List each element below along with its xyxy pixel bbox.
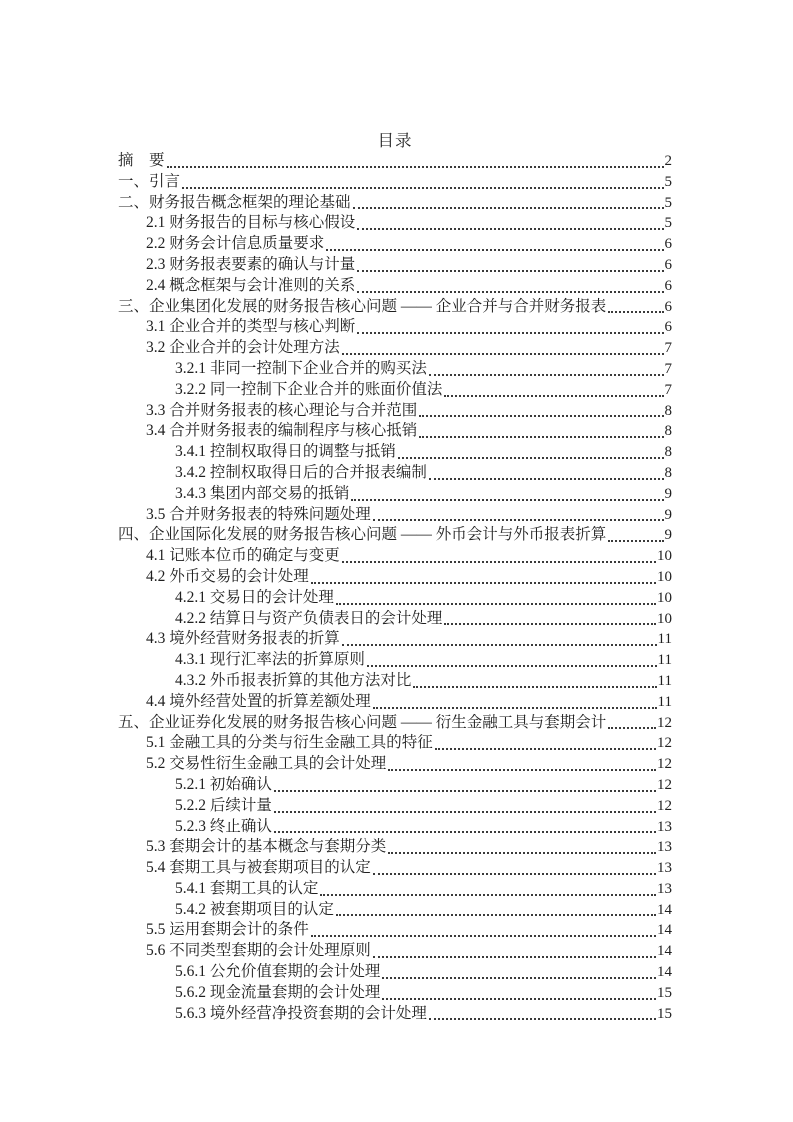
toc-entry-page-number: 10 <box>657 589 672 606</box>
toc-entry[interactable] <box>118 401 672 422</box>
toc-entry-label: 摘 要 <box>118 152 165 169</box>
toc-entry-page-number: 8 <box>664 464 672 481</box>
toc-entry-label: 5.3 套期会计的基本概念与套期分类 <box>146 838 387 856</box>
toc-entry[interactable] <box>118 255 672 276</box>
toc-entry-page-number: 13 <box>657 839 672 856</box>
toc-entry-page-number: 14 <box>657 943 672 960</box>
toc-entry[interactable] <box>118 525 672 546</box>
toc-entry-label: 5.4.1 套期工具的认定 <box>175 879 319 897</box>
toc-entry[interactable] <box>118 151 672 172</box>
toc-entry-label: 3.4.3 集团内部交易的抵销 <box>175 484 350 502</box>
toc-dot-leader <box>311 935 656 937</box>
toc-dot-leader <box>342 353 664 355</box>
toc-entry-page-number: 6 <box>664 298 672 315</box>
toc-entry-page-number: 10 <box>657 568 672 585</box>
toc-dot-leader <box>326 249 663 251</box>
toc-entry-page-number: 13 <box>657 880 672 897</box>
toc-entry-page-number: 7 <box>664 340 672 357</box>
toc-entry[interactable] <box>118 775 672 796</box>
toc-entry-page-number: 14 <box>657 964 672 981</box>
toc-entry[interactable] <box>118 172 672 193</box>
toc-entry-page-number: 9 <box>664 485 672 502</box>
toc-entry-page-number: 8 <box>664 444 672 461</box>
toc-entry[interactable] <box>118 629 672 650</box>
toc-entry-label: 5.2.3 终止确认 <box>175 817 272 835</box>
toc-dot-leader <box>429 478 664 480</box>
toc-dot-leader <box>357 270 663 272</box>
toc-dot-leader <box>435 748 656 750</box>
toc-entry-label: 4.4 境外经营处置的折算差额处理 <box>146 692 371 710</box>
toc-entry-label: 5.4 套期工具与被套期项目的认定 <box>146 859 371 877</box>
toc-entry[interactable] <box>118 920 672 941</box>
toc-entry-label: 5.4.2 被套期项目的认定 <box>175 900 334 918</box>
toc-entry-page-number: 6 <box>664 236 672 253</box>
toc-entry[interactable] <box>118 380 672 401</box>
toc-entry[interactable] <box>118 338 672 359</box>
toc-entry-page-number: 5 <box>664 173 672 190</box>
toc-entry-page-number: 14 <box>657 901 672 918</box>
toc-entry[interactable] <box>118 588 672 609</box>
toc-dot-leader <box>342 644 657 646</box>
toc-entry-label: 4.2.1 交易日的会计处理 <box>175 588 334 606</box>
toc-dot-leader <box>274 831 656 833</box>
toc-entry-label: 3.2.2 同一控制下企业合并的账面价值法 <box>175 380 443 398</box>
toc-entry[interactable] <box>118 713 672 734</box>
toc-entry-page-number: 5 <box>664 194 672 211</box>
toc-dot-leader <box>608 540 663 542</box>
toc-entry-page-number: 2 <box>664 153 672 169</box>
toc-dot-leader <box>382 998 656 1000</box>
toc-entry-page-number: 15 <box>657 1005 672 1022</box>
toc-list <box>118 151 672 1024</box>
toc-entry-label: 3.3 合并财务报表的核心理论与合并范围 <box>146 401 418 419</box>
toc-dot-leader <box>311 582 656 584</box>
toc-entry-page-number: 12 <box>657 714 672 731</box>
toc-entry[interactable] <box>118 983 672 1004</box>
toc-dot-leader <box>413 686 656 688</box>
toc-entry[interactable] <box>118 463 672 484</box>
toc-entry[interactable] <box>118 900 672 921</box>
toc-entry-page-number: 15 <box>657 984 672 1001</box>
toc-entry-page-number: 12 <box>657 776 672 793</box>
toc-entry-label: 3.4 合并财务报表的编制程序与核心抵销 <box>146 422 418 440</box>
toc-entry-page-number: 7 <box>664 360 672 377</box>
toc-entry-label: 3.1 企业合并的类型与核心判断 <box>146 318 356 336</box>
toc-entry[interactable] <box>118 837 672 858</box>
toc-dot-leader <box>388 769 656 771</box>
toc-dot-leader <box>167 166 664 168</box>
toc-entry[interactable] <box>118 567 672 588</box>
toc-entry-label: 四、企业国际化发展的财务报告核心问题 —— 外币会计与外币报表折算 <box>118 526 607 544</box>
toc-entry[interactable] <box>118 359 672 380</box>
toc-dot-leader <box>444 623 656 625</box>
toc-entry-page-number: 14 <box>657 922 672 939</box>
toc-entry-label: 五、企业证券化发展的财务报告核心问题 —— 衍生金融工具与套期会计 <box>118 713 607 731</box>
toc-entry-page-number: 7 <box>664 381 672 398</box>
toc-entry[interactable] <box>118 297 672 318</box>
toc-dot-leader <box>429 1018 656 1020</box>
toc-entry-page-number: 8 <box>664 402 672 419</box>
toc-entry-page-number: 12 <box>657 735 672 752</box>
toc-entry-label: 5.6.2 现金流量套期的会计处理 <box>175 983 381 1001</box>
toc-dot-leader <box>429 374 664 376</box>
toc-entry-label: 4.3 境外经营财务报表的折算 <box>146 630 340 648</box>
toc-entry[interactable] <box>118 962 672 983</box>
toc-entry-page-number: 9 <box>664 506 672 523</box>
toc-entry-label: 一、引言 <box>118 172 181 190</box>
toc-entry-page-number: 8 <box>664 423 672 440</box>
toc-dot-leader <box>351 499 663 501</box>
toc-entry[interactable] <box>118 442 672 463</box>
toc-entry-page-number: 5 <box>664 215 672 232</box>
toc-entry-page-number: 11 <box>657 672 672 689</box>
toc-entry[interactable] <box>118 817 672 838</box>
toc-entry-label: 2.2 财务会计信息质量要求 <box>146 235 325 253</box>
toc-entry-page-number: 11 <box>657 693 672 710</box>
toc-entry-label: 5.2.2 后续计量 <box>175 796 272 814</box>
toc-entry-label: 3.2 企业合并的会计处理方法 <box>146 339 340 357</box>
toc-entry-label: 4.1 记账本位币的确定与变更 <box>146 547 340 565</box>
toc-dot-leader <box>357 291 663 293</box>
toc-entry-label: 4.2 外币交易的会计处理 <box>146 567 309 585</box>
toc-entry[interactable] <box>118 858 672 879</box>
toc-dot-leader <box>382 977 656 979</box>
toc-entry-label: 5.1 金融工具的分类与衍生金融工具的特征 <box>146 734 433 752</box>
toc-dot-leader <box>373 519 664 521</box>
toc-dot-leader <box>398 457 664 459</box>
toc-entry-page-number: 6 <box>664 277 672 294</box>
toc-entry[interactable] <box>118 317 672 338</box>
toc-dot-leader <box>419 415 663 417</box>
toc-dot-leader <box>353 207 664 209</box>
toc-dot-leader <box>274 790 656 792</box>
toc-entry[interactable] <box>118 505 672 526</box>
toc-entry-page-number: 12 <box>657 756 672 773</box>
toc-dot-leader <box>608 311 663 313</box>
toc-entry-label: 二、财务报告概念框架的理论基础 <box>118 193 351 211</box>
toc-entry-label: 3.5 合并财务报表的特殊问题处理 <box>146 505 371 523</box>
toc-entry[interactable] <box>118 213 672 234</box>
toc-dot-leader <box>182 187 663 189</box>
toc-entry-label: 2.4 概念框架与会计准则的关系 <box>146 276 356 294</box>
toc-dot-leader <box>608 727 656 729</box>
toc-entry[interactable] <box>118 1004 672 1025</box>
toc-entry-label: 3.4.1 控制权取得日的调整与抵销 <box>175 443 396 461</box>
toc-dot-leader <box>320 894 656 896</box>
toc-entry[interactable] <box>118 796 672 817</box>
toc-entry-page-number: 12 <box>657 797 672 814</box>
toc-entry-label: 2.3 财务报表要素的确认与计量 <box>146 255 356 273</box>
toc-entry[interactable] <box>118 941 672 962</box>
toc-entry-label: 3.4.2 控制权取得日后的合并报表编制 <box>175 463 427 481</box>
toc-dot-leader <box>444 395 663 397</box>
toc-entry-label: 5.6.1 公允价值套期的会计处理 <box>175 963 381 981</box>
toc-entry[interactable] <box>118 879 672 900</box>
toc-entry-page-number: 13 <box>657 818 672 835</box>
toc-entry[interactable] <box>118 276 672 297</box>
toc-entry[interactable] <box>118 609 672 630</box>
toc-entry-label: 5.6.3 境外经营净投资套期的会计处理 <box>175 1004 427 1022</box>
toc-entry-page-number: 11 <box>657 631 672 648</box>
toc-entry[interactable] <box>118 754 672 775</box>
toc-entry-page-number: 10 <box>657 610 672 627</box>
toc-entry-page-number: 6 <box>664 319 672 336</box>
toc-dot-leader <box>357 228 663 230</box>
toc-entry-label: 4.3.1 现行汇率法的折算原则 <box>175 651 365 669</box>
toc-entry-label: 5.2.1 初始确认 <box>175 775 272 793</box>
toc-dot-leader <box>373 956 656 958</box>
toc-entry-label: 4.2.2 结算日与资产负债表日的会计处理 <box>175 609 443 627</box>
toc-entry-label: 5.5 运用套期会计的条件 <box>146 921 309 939</box>
toc-dot-leader <box>388 852 656 854</box>
toc-entry[interactable] <box>118 671 672 692</box>
toc-entry-page-number: 13 <box>657 860 672 877</box>
toc-entry[interactable] <box>118 421 672 442</box>
toc-entry-label: 4.3.2 外币报表折算的其他方法对比 <box>175 671 412 689</box>
toc-entry[interactable] <box>118 733 672 754</box>
toc-entry[interactable] <box>118 193 672 214</box>
toc-entry-label: 2.1 财务报告的目标与核心假设 <box>146 214 356 232</box>
toc-entry-label: 3.2.1 非同一控制下企业合并的购买法 <box>175 359 427 377</box>
toc-dot-leader <box>357 332 663 334</box>
toc-entry[interactable] <box>118 484 672 505</box>
toc-dot-leader <box>342 561 656 563</box>
toc-entry-page-number: 9 <box>664 527 672 544</box>
toc-entry[interactable] <box>118 692 672 713</box>
toc-dot-leader <box>367 665 657 667</box>
toc-entry-label: 5.2 交易性衍生金融工具的会计处理 <box>146 755 387 773</box>
toc-dot-leader <box>373 873 656 875</box>
toc-dot-leader <box>336 603 656 605</box>
toc-entry-page-number: 11 <box>657 652 672 669</box>
toc-dot-leader <box>274 811 656 813</box>
toc-entry-page-number: 10 <box>657 548 672 565</box>
toc-entry-label: 三、企业集团化发展的财务报告核心问题 —— 企业合并与合并财务报表 <box>118 297 607 315</box>
toc-title: 目录 <box>377 131 413 150</box>
toc-entry-label: 5.6 不同类型套期的会计处理原则 <box>146 942 371 960</box>
toc-entry[interactable] <box>118 546 672 567</box>
toc-entry[interactable] <box>118 234 672 255</box>
toc-entry-page-number: 6 <box>664 256 672 273</box>
toc-dot-leader <box>419 436 663 438</box>
toc-dot-leader <box>373 707 657 709</box>
toc-entry[interactable] <box>118 650 672 671</box>
toc-dot-leader <box>336 914 656 916</box>
